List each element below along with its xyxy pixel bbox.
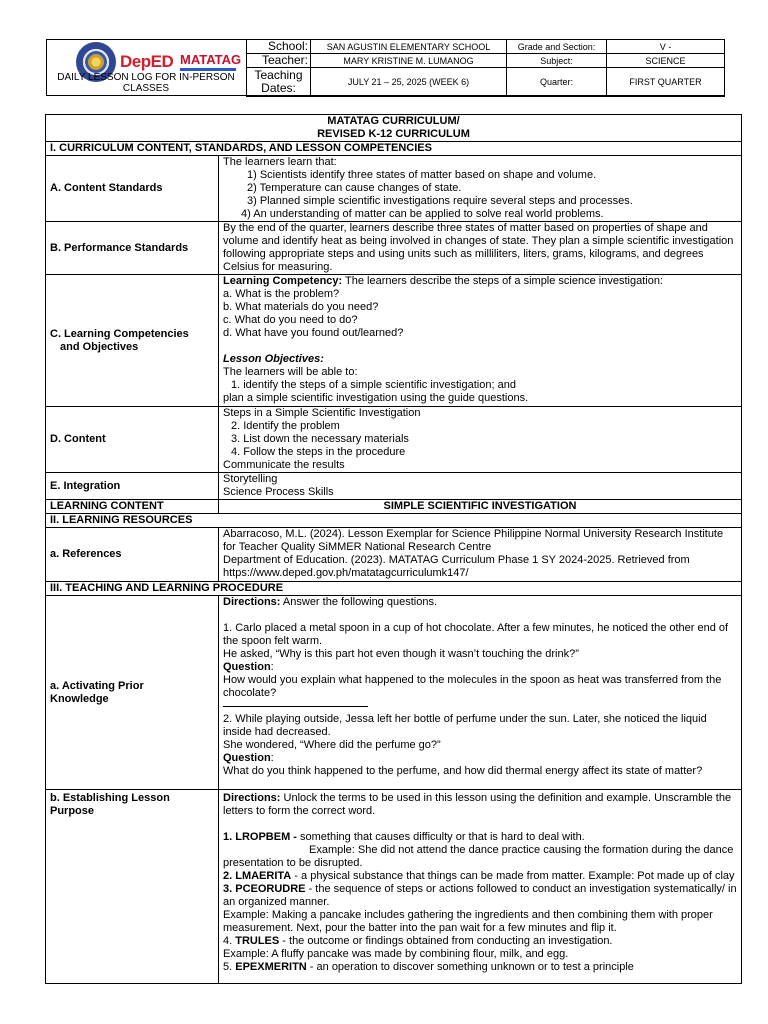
references-cell xyxy=(219,528,742,582)
content-cell xyxy=(219,407,742,473)
scrambled-term: EPEXMERITN xyxy=(235,961,307,973)
content-step: 3. List down the necessary materials xyxy=(231,433,409,445)
scenario-text: 1. Carlo placed a metal spoon in a cup of hot chocolate. After a few minutes, he noticed the other end of the spoon felt warm. xyxy=(223,622,729,647)
establishing-label xyxy=(46,790,219,984)
competencies-label-line2: and Objectives xyxy=(60,340,139,353)
scrambled-term: 1. LROPBEM - xyxy=(223,831,297,843)
integration-label: E. Integration xyxy=(46,473,219,500)
teacher-label: Teacher: xyxy=(247,54,311,68)
content-standards-intro: The learners learn that: xyxy=(223,156,337,168)
school-value: SAN AGUSTIN ELEMENTARY SCHOOL xyxy=(311,40,507,54)
matatag-underline xyxy=(180,68,236,71)
grade-label: Grade and Section: xyxy=(507,40,607,54)
section-heading-3: III. TEACHING AND LEARNING PROCEDURE xyxy=(46,582,742,596)
term-definition: something that causes difficulty or that is hard to deal with. xyxy=(296,831,585,843)
establishing-label-line2: Purpose xyxy=(50,805,95,817)
directions-text: Answer the following questions. xyxy=(280,596,438,608)
guide-question: a. What is the problem? xyxy=(223,288,340,300)
content-intro: Steps in a Simple Scientific Investigation xyxy=(223,407,421,419)
reference-entry: Department of Education. (2023). MATATAG Curriculum Phase 1 SY 2024-2025. Retrieved from https://www.deped.gov.ph/matatagcurriculumk147/ xyxy=(223,554,690,579)
curriculum-title xyxy=(46,115,742,142)
references-label: a. References xyxy=(46,528,219,582)
scrambled-term: 2. LMAERITA xyxy=(223,870,292,882)
section-heading-1: I. CURRICULUM CONTENT, STANDARDS, AND LESSON COMPETENCIES xyxy=(46,142,742,156)
teacher-value: MARY KRISTINE M. LUMANOG xyxy=(311,54,507,68)
performance-standards-text: By the end of the quarter, learners describe three states of matter based on properties of shape and volume and identify heat as being involved in changes of state. They plan a simple scientific investigation following appropriate steps and using units such as milliliters, liters, grams, kilograms, and degrees Celsius for measuring. xyxy=(219,222,742,275)
guide-question: d. What have you found out/learned? xyxy=(223,327,404,339)
activating-label-line2: Knowledge xyxy=(50,692,109,705)
guide-question: c. What do you need to do? xyxy=(223,314,358,326)
activating-label-line1: a. Activating Prior xyxy=(50,679,144,692)
scenario-text: 2. While playing outside, Jessa left her bottle of perfume under the sun. Later, she noticed the liquid inside had decreased. xyxy=(223,713,707,738)
content-label: D. Content xyxy=(46,407,219,473)
content-standard-item: 3) Planned simple scientific investigations require several steps and processes. xyxy=(247,195,633,207)
scrambled-term: 3. PCEORUDRE xyxy=(223,883,306,895)
content-standards-cell xyxy=(219,156,742,222)
term-definition: - the sequence of steps or actions followed to conduct an investigation systematically/ in an organized manner. xyxy=(223,883,737,908)
question-heading: Question xyxy=(223,752,271,764)
question-text: How would you explain what happened to the molecules in the spoon as heat was transferred from the chocolate? xyxy=(223,674,722,699)
term-example: Example: Making a pancake includes gathering the ingredients and then combining them with proper measurement. Next, pour the batter into the pan wait for a few minutes and flip it. xyxy=(223,909,713,934)
term-example: Example: She did not attend the dance practice causing the formation during the dance presentation to be disrupted. xyxy=(223,844,734,869)
subject-value: SCIENCE xyxy=(607,54,725,68)
lesson-objectives-intro: The learners will be able to: xyxy=(223,366,358,378)
learning-competency-heading: Learning Competency: xyxy=(223,275,343,287)
content-standards-label: A. Content Standards xyxy=(46,156,219,222)
integration-item: Storytelling xyxy=(223,473,278,485)
competencies-cell xyxy=(219,275,742,407)
integration-item: Science Process Skills xyxy=(223,486,334,498)
competencies-label-line1: C. Learning Competencies xyxy=(50,327,189,340)
dll-title: DAILY LESSON LOG FOR IN-PERSON CLASSES xyxy=(57,72,235,94)
matatag-logo: MATATAG xyxy=(180,52,242,67)
lesson-log-table xyxy=(45,114,742,984)
directions-heading: Directions: xyxy=(223,596,281,608)
lesson-objective: 1. identify the steps of a simple scientific investigation; and xyxy=(231,379,516,391)
curriculum-title-line2: REVISED K-12 CURRICULUM xyxy=(317,128,470,140)
directions-heading: Directions: xyxy=(223,792,281,804)
question-text: What do you think happened to the perfume, and how did thermal energy affect its state of matter? xyxy=(223,765,703,777)
content-standard-item: 1) Scientists identify three states of matter based on shape and volume. xyxy=(247,169,597,181)
term-example: Example: A fluffy pancake was made by combining flour, milk, and egg. xyxy=(223,948,569,960)
establishing-label-line1: b. Establishing Lesson xyxy=(50,792,170,804)
content-standard-item: 2) Temperature can cause changes of state. xyxy=(247,182,462,194)
learning-content-value: SIMPLE SCIENTIFIC INVESTIGATION xyxy=(219,500,742,514)
content-standard-item: 4) An understanding of matter can be applied to solve real world problems. xyxy=(241,208,604,220)
term-number: 5. xyxy=(223,961,236,973)
section-heading-2: II. LEARNING RESOURCES xyxy=(46,514,742,528)
lesson-objective: plan a simple scientific investigation using the guide questions. xyxy=(223,392,529,404)
integration-cell xyxy=(219,473,742,500)
guide-question: b. What materials do you need? xyxy=(223,301,379,313)
competencies-label xyxy=(46,275,219,407)
term-definition: - a physical substance that things can be made from matter. Example: Pot made up of clay xyxy=(291,870,735,882)
quarter-value: FIRST QUARTER xyxy=(607,68,725,97)
activating-cell: Directions: Answer the following questions. 1. Carlo placed a metal spoon in a cup of hot chocolate. After a few minutes, he noticed the other end of the spoon felt warm. He asked, “Why is this part hot even though it wasn’t touching the drink?” Question: How would you explain what happened to the molecules in the spoon as heat was transferred from the chocolate? 2. While playing outside, Jessa left her bottle of perfume under the sun. Later, she noticed the liquid inside had decreased. She wondered, “Where did the perfume go?” Question: What do you think happened to the perfume, and how did thermal energy affect its state of matter? xyxy=(219,596,742,790)
scenario-text: He asked, “Why is this part hot even though it wasn’t touching the drink?” xyxy=(223,648,579,660)
curriculum-title-line1: MATATAG CURRICULUM/ xyxy=(327,115,460,127)
quarter-label: Quarter: xyxy=(507,68,607,97)
subject-label: Subject: xyxy=(507,54,607,68)
reference-entry: Abarracoso, M.L. (2024). Lesson Exemplar for Science Philippine Normal University Research Institute for Teacher Quality SiMMER National Research Centre xyxy=(223,528,724,553)
term-definition: - the outcome or findings obtained from conducting an investigation. xyxy=(279,935,613,947)
term-number: 4. xyxy=(223,935,236,947)
header-table xyxy=(246,39,725,97)
scrambled-term: TRULES xyxy=(235,935,280,947)
directions-text: Unlock the terms to be used in this lesson using the definition and example. Unscramble the letters to form the correct word. xyxy=(223,792,732,817)
question-heading: Question xyxy=(223,661,271,673)
school-label: School: xyxy=(247,40,311,54)
content-last-step: Communicate the results xyxy=(223,459,345,471)
learning-content-label: LEARNING CONTENT xyxy=(46,500,219,514)
lesson-objectives-heading: Lesson Objectives: xyxy=(223,353,324,365)
content-step: 2. Identify the problem xyxy=(231,420,340,432)
learning-competency-text: The learners describe the steps of a simple science investigation: xyxy=(342,275,663,287)
answer-line xyxy=(223,706,368,707)
establishing-cell xyxy=(219,790,742,984)
activating-label xyxy=(46,596,219,790)
grade-value: V - xyxy=(607,40,725,54)
content-step: 4. Follow the steps in the procedure xyxy=(231,446,406,458)
performance-standards-label: B. Performance Standards xyxy=(46,222,219,275)
deped-logo: DepED xyxy=(120,52,174,71)
dates-value: JULY 21 – 25, 2025 (WEEK 6) xyxy=(311,68,507,97)
dates-label: Teaching Dates: xyxy=(247,68,311,97)
term-definition: - an operation to discover something unknown or to test a principle xyxy=(306,961,634,973)
scenario-text: She wondered, “Where did the perfume go?” xyxy=(223,739,441,751)
